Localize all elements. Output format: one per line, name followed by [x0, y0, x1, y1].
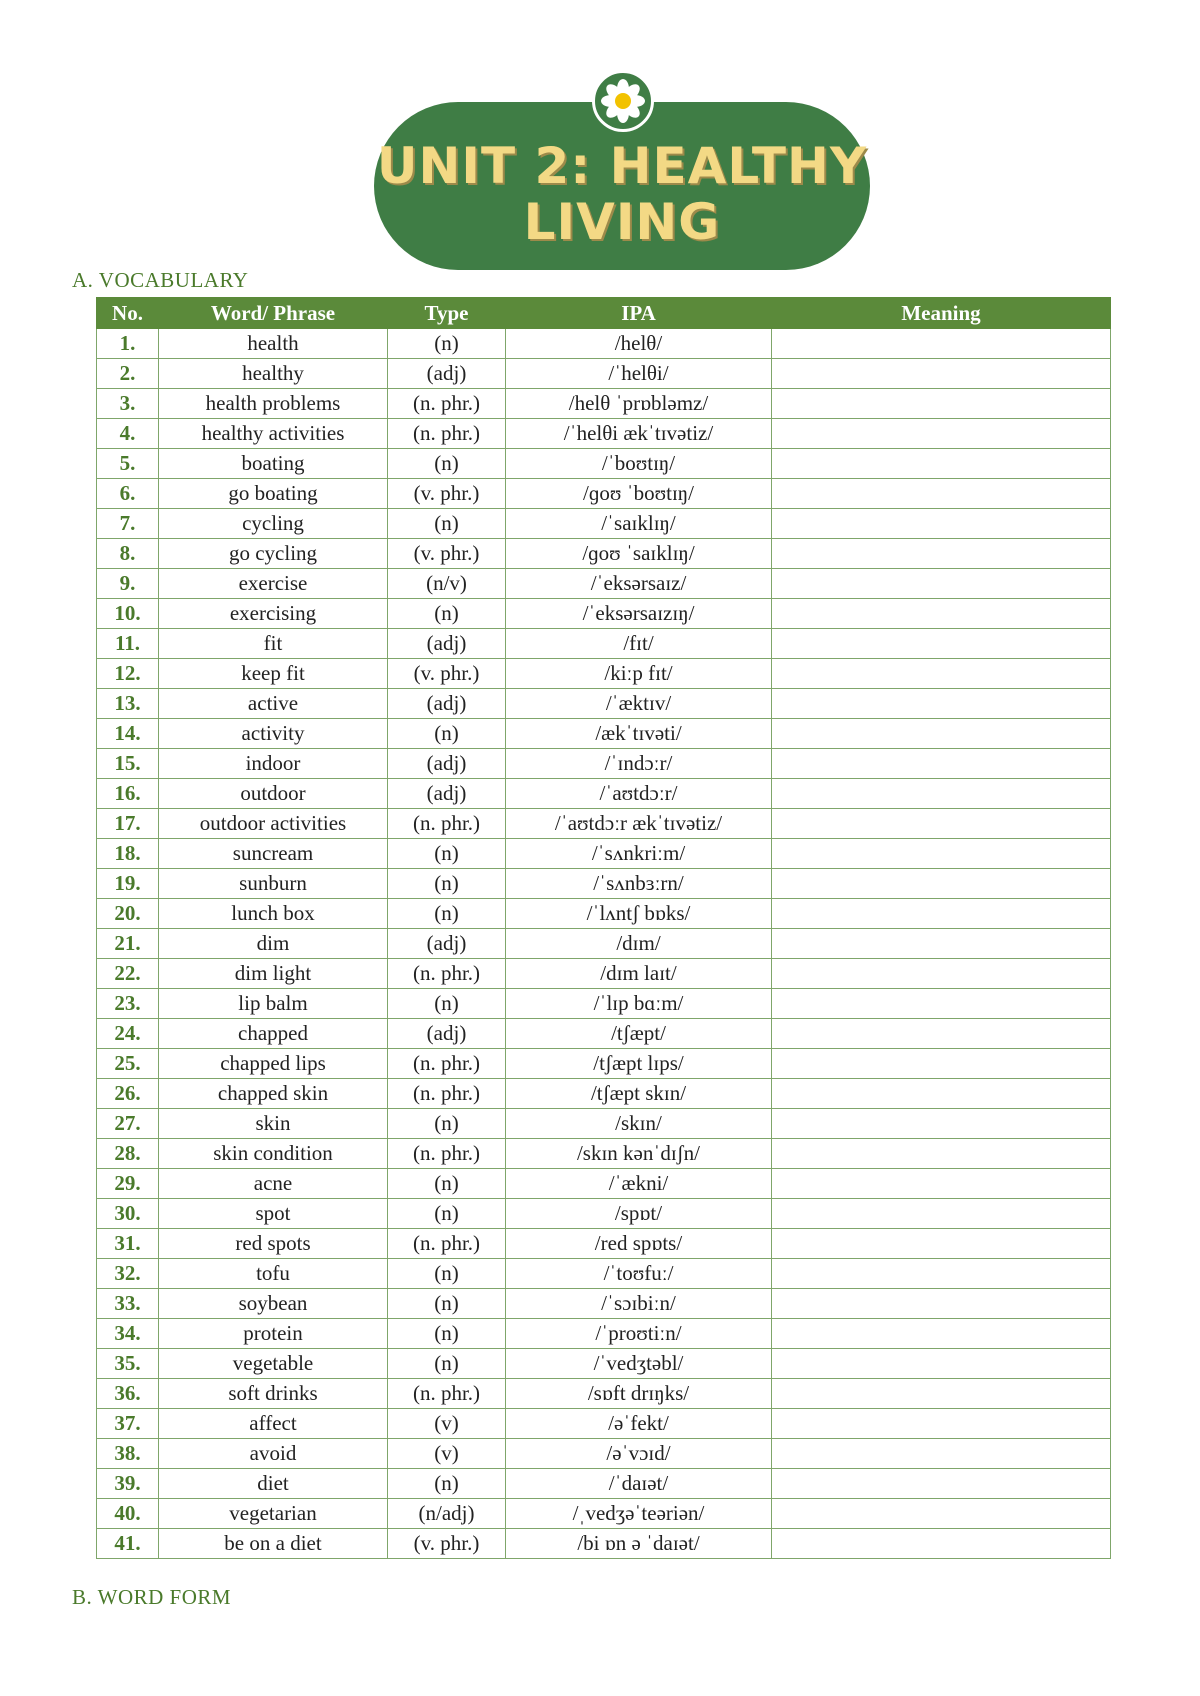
- cell-meaning: [772, 719, 1111, 749]
- cell-meaning: [772, 689, 1111, 719]
- cell-word: go cycling: [159, 539, 388, 569]
- cell-meaning: [772, 1259, 1111, 1289]
- cell-ipa: /ˈsʌnkriːm/: [506, 839, 772, 869]
- cell-word: healthy activities: [159, 419, 388, 449]
- table-row: [97, 569, 1111, 599]
- cell-word: acne: [159, 1169, 388, 1199]
- table-row: [97, 1079, 1111, 1109]
- cell-type: (n): [388, 1319, 506, 1349]
- cell-word: protein: [159, 1319, 388, 1349]
- flower-icon: [592, 70, 654, 132]
- cell-no: 30.: [97, 1199, 159, 1229]
- cell-meaning: [772, 509, 1111, 539]
- table-row: [97, 1529, 1111, 1559]
- cell-word: avoid: [159, 1439, 388, 1469]
- cell-meaning: [772, 989, 1111, 1019]
- table-row: [97, 509, 1111, 539]
- cell-word: indoor: [159, 749, 388, 779]
- table-row: [97, 1229, 1111, 1259]
- cell-ipa: /ˈsɔɪbiːn/: [506, 1289, 772, 1319]
- cell-ipa: /ˈhelθi/: [506, 359, 772, 389]
- table-row: [97, 359, 1111, 389]
- cell-type: (n): [388, 869, 506, 899]
- cell-ipa: /kiːp fɪt/: [506, 659, 772, 689]
- cell-meaning: [772, 809, 1111, 839]
- cell-no: 23.: [97, 989, 159, 1019]
- cell-no: 41.: [97, 1529, 159, 1559]
- cell-word: chapped lips: [159, 1049, 388, 1079]
- section-vocabulary-heading: A. VOCABULARY: [72, 268, 249, 292]
- cell-meaning: [772, 659, 1111, 689]
- cell-word: boating: [159, 449, 388, 479]
- table-row: [97, 1019, 1111, 1049]
- cell-word: affect: [159, 1409, 388, 1439]
- cell-no: 28.: [97, 1139, 159, 1169]
- cell-no: 6.: [97, 479, 159, 509]
- cell-no: 20.: [97, 899, 159, 929]
- cell-no: 24.: [97, 1019, 159, 1049]
- cell-word: spot: [159, 1199, 388, 1229]
- cell-meaning: [772, 1349, 1111, 1379]
- cell-meaning: [772, 389, 1111, 419]
- cell-ipa: /ˈækni/: [506, 1169, 772, 1199]
- cell-ipa: /skɪn/: [506, 1109, 772, 1139]
- cell-type: (n): [388, 719, 506, 749]
- cell-word: exercising: [159, 599, 388, 629]
- cell-no: 32.: [97, 1259, 159, 1289]
- cell-ipa: /ˈɪndɔːr/: [506, 749, 772, 779]
- cell-type: (n): [388, 1469, 506, 1499]
- cell-type: (n): [388, 989, 506, 1019]
- cell-ipa: /tʃæpt/: [506, 1019, 772, 1049]
- cell-type: (v. phr.): [388, 1529, 506, 1559]
- cell-word: vegetable: [159, 1349, 388, 1379]
- cell-word: chapped: [159, 1019, 388, 1049]
- cell-meaning: [772, 1499, 1111, 1529]
- cell-ipa: /ˈsaɪklɪŋ/: [506, 509, 772, 539]
- cell-word: lunch box: [159, 899, 388, 929]
- cell-type: (n/v): [388, 569, 506, 599]
- cell-meaning: [772, 539, 1111, 569]
- cell-ipa: /bi ɒn ə ˈdaɪət/: [506, 1529, 772, 1559]
- cell-meaning: [772, 839, 1111, 869]
- vocabulary-table: [96, 297, 1111, 1559]
- cell-no: 8.: [97, 539, 159, 569]
- cell-meaning: [772, 1289, 1111, 1319]
- cell-word: skin condition: [159, 1139, 388, 1169]
- unit-title-line-2: LIVING: [523, 193, 721, 251]
- cell-ipa: /ˈdaɪət/: [506, 1469, 772, 1499]
- cell-word: lip balm: [159, 989, 388, 1019]
- cell-word: sunburn: [159, 869, 388, 899]
- table-row: [97, 539, 1111, 569]
- cell-type: (adj): [388, 629, 506, 659]
- table-row: [97, 869, 1111, 899]
- cell-ipa: /ˈlɪp bɑːm/: [506, 989, 772, 1019]
- table-row: [97, 1409, 1111, 1439]
- cell-no: 11.: [97, 629, 159, 659]
- cell-type: (n. phr.): [388, 1079, 506, 1109]
- cell-meaning: [772, 1529, 1111, 1559]
- cell-type: (n): [388, 1169, 506, 1199]
- table-body: [97, 329, 1111, 1559]
- unit-title: [374, 138, 870, 250]
- cell-word: chapped skin: [159, 1079, 388, 1109]
- cell-no: 1.: [97, 329, 159, 359]
- cell-word: healthy: [159, 359, 388, 389]
- cell-ipa: /ɡoʊ ˈboʊtɪŋ/: [506, 479, 772, 509]
- cell-ipa: /helθ ˈprɒbləmz/: [506, 389, 772, 419]
- cell-word: dim: [159, 929, 388, 959]
- table-row: [97, 779, 1111, 809]
- cell-meaning: [772, 749, 1111, 779]
- cell-meaning: [772, 1109, 1111, 1139]
- cell-type: (adj): [388, 1019, 506, 1049]
- cell-type: (v): [388, 1439, 506, 1469]
- cell-type: (adj): [388, 689, 506, 719]
- table-row: [97, 449, 1111, 479]
- table-row: [97, 1289, 1111, 1319]
- table-row: [97, 929, 1111, 959]
- cell-meaning: [772, 1439, 1111, 1469]
- cell-word: fit: [159, 629, 388, 659]
- cell-word: cycling: [159, 509, 388, 539]
- table-row: [97, 689, 1111, 719]
- cell-ipa: /ˈeksərsaɪz/: [506, 569, 772, 599]
- cell-ipa: /fɪt/: [506, 629, 772, 659]
- cell-word: red spots: [159, 1229, 388, 1259]
- cell-word: outdoor: [159, 779, 388, 809]
- cell-type: (n. phr.): [388, 419, 506, 449]
- cell-no: 12.: [97, 659, 159, 689]
- table-row: [97, 839, 1111, 869]
- cell-type: (n): [388, 1289, 506, 1319]
- cell-meaning: [772, 1079, 1111, 1109]
- table-row: [97, 1139, 1111, 1169]
- header-meaning: Meaning: [772, 298, 1111, 329]
- cell-word: be on a diet: [159, 1529, 388, 1559]
- cell-no: 10.: [97, 599, 159, 629]
- table-row: [97, 809, 1111, 839]
- table-row: [97, 899, 1111, 929]
- table-row: [97, 1049, 1111, 1079]
- cell-type: (v. phr.): [388, 479, 506, 509]
- cell-word: active: [159, 689, 388, 719]
- cell-meaning: [772, 1229, 1111, 1259]
- unit-title-line-1: UNIT 2: HEALTHY: [376, 137, 868, 195]
- table-row: [97, 959, 1111, 989]
- cell-word: exercise: [159, 569, 388, 599]
- cell-meaning: [772, 869, 1111, 899]
- cell-ipa: /skɪn kənˈdɪʃn/: [506, 1139, 772, 1169]
- cell-no: 3.: [97, 389, 159, 419]
- cell-type: (n. phr.): [388, 389, 506, 419]
- header-type: Type: [388, 298, 506, 329]
- cell-type: (n): [388, 509, 506, 539]
- cell-no: 4.: [97, 419, 159, 449]
- cell-ipa: /əˈvɔɪd/: [506, 1439, 772, 1469]
- cell-type: (n): [388, 899, 506, 929]
- cell-type: (n/adj): [388, 1499, 506, 1529]
- cell-no: 40.: [97, 1499, 159, 1529]
- cell-ipa: /əˈfekt/: [506, 1409, 772, 1439]
- cell-type: (n. phr.): [388, 959, 506, 989]
- cell-meaning: [772, 569, 1111, 599]
- cell-meaning: [772, 599, 1111, 629]
- cell-type: (n. phr.): [388, 1049, 506, 1079]
- table-row: [97, 1469, 1111, 1499]
- cell-no: 21.: [97, 929, 159, 959]
- cell-type: (n): [388, 599, 506, 629]
- table-row: [97, 419, 1111, 449]
- cell-ipa: /dɪm/: [506, 929, 772, 959]
- table-row: [97, 1199, 1111, 1229]
- table-row: [97, 659, 1111, 689]
- cell-ipa: /ˈæktɪv/: [506, 689, 772, 719]
- unit-title-banner: [374, 100, 870, 270]
- cell-meaning: [772, 629, 1111, 659]
- cell-ipa: /spɒt/: [506, 1199, 772, 1229]
- cell-word: outdoor activities: [159, 809, 388, 839]
- cell-no: 5.: [97, 449, 159, 479]
- cell-meaning: [772, 929, 1111, 959]
- cell-meaning: [772, 359, 1111, 389]
- table-row: [97, 629, 1111, 659]
- cell-no: 15.: [97, 749, 159, 779]
- header-word: Word/ Phrase: [159, 298, 388, 329]
- cell-no: 34.: [97, 1319, 159, 1349]
- table-row: [97, 599, 1111, 629]
- cell-no: 9.: [97, 569, 159, 599]
- cell-meaning: [772, 1169, 1111, 1199]
- cell-no: 27.: [97, 1109, 159, 1139]
- cell-ipa: /ˈsʌnbɜːrn/: [506, 869, 772, 899]
- cell-type: (n): [388, 839, 506, 869]
- cell-meaning: [772, 1379, 1111, 1409]
- cell-no: 25.: [97, 1049, 159, 1079]
- cell-no: 35.: [97, 1349, 159, 1379]
- cell-type: (adj): [388, 779, 506, 809]
- cell-type: (n. phr.): [388, 1139, 506, 1169]
- cell-meaning: [772, 1199, 1111, 1229]
- cell-meaning: [772, 1409, 1111, 1439]
- table-row: [97, 1379, 1111, 1409]
- cell-no: 22.: [97, 959, 159, 989]
- section-word-form-heading: B. WORD FORM: [72, 1585, 232, 1609]
- cell-meaning: [772, 959, 1111, 989]
- cell-ipa: /tʃæpt lɪps/: [506, 1049, 772, 1079]
- cell-ipa: /ˈaʊtdɔːr/: [506, 779, 772, 809]
- cell-meaning: [772, 1019, 1111, 1049]
- cell-ipa: /ækˈtɪvəti/: [506, 719, 772, 749]
- cell-ipa: /ˈlʌntʃ bɒks/: [506, 899, 772, 929]
- cell-no: 38.: [97, 1439, 159, 1469]
- header-ipa: IPA: [506, 298, 772, 329]
- cell-type: (n. phr.): [388, 1229, 506, 1259]
- cell-ipa: /ˈaʊtdɔːr ækˈtɪvətiz/: [506, 809, 772, 839]
- cell-ipa: /ˈvedʒtəbl/: [506, 1349, 772, 1379]
- cell-meaning: [772, 419, 1111, 449]
- cell-no: 36.: [97, 1379, 159, 1409]
- table-row: [97, 1349, 1111, 1379]
- table-header-row: [97, 298, 1111, 329]
- cell-type: (n): [388, 329, 506, 359]
- cell-no: 7.: [97, 509, 159, 539]
- cell-word: dim light: [159, 959, 388, 989]
- cell-type: (n. phr.): [388, 809, 506, 839]
- table-row: [97, 1319, 1111, 1349]
- cell-meaning: [772, 1319, 1111, 1349]
- cell-no: 26.: [97, 1079, 159, 1109]
- table-row: [97, 389, 1111, 419]
- cell-word: keep fit: [159, 659, 388, 689]
- cell-ipa: /ɡoʊ ˈsaɪklɪŋ/: [506, 539, 772, 569]
- cell-no: 17.: [97, 809, 159, 839]
- cell-no: 31.: [97, 1229, 159, 1259]
- cell-word: diet: [159, 1469, 388, 1499]
- cell-word: skin: [159, 1109, 388, 1139]
- table-row: [97, 1499, 1111, 1529]
- cell-word: soft drinks: [159, 1379, 388, 1409]
- cell-meaning: [772, 899, 1111, 929]
- cell-ipa: /sɒft drɪŋks/: [506, 1379, 772, 1409]
- cell-ipa: /ˌvedʒəˈteəriən/: [506, 1499, 772, 1529]
- table-row: [97, 479, 1111, 509]
- cell-type: (n): [388, 1199, 506, 1229]
- cell-ipa: /ˈeksərsaɪzɪŋ/: [506, 599, 772, 629]
- cell-word: soybean: [159, 1289, 388, 1319]
- cell-ipa: /ˈtoʊfuː/: [506, 1259, 772, 1289]
- cell-ipa: /tʃæpt skɪn/: [506, 1079, 772, 1109]
- cell-type: (n. phr.): [388, 1379, 506, 1409]
- table-row: [97, 1439, 1111, 1469]
- cell-word: health: [159, 329, 388, 359]
- cell-meaning: [772, 329, 1111, 359]
- header-no: No.: [97, 298, 159, 329]
- cell-no: 18.: [97, 839, 159, 869]
- cell-type: (n): [388, 1259, 506, 1289]
- cell-type: (adj): [388, 749, 506, 779]
- cell-meaning: [772, 779, 1111, 809]
- cell-ipa: /dɪm laɪt/: [506, 959, 772, 989]
- table-row: [97, 1259, 1111, 1289]
- cell-word: health problems: [159, 389, 388, 419]
- cell-type: (n): [388, 1349, 506, 1379]
- table-row: [97, 749, 1111, 779]
- cell-type: (adj): [388, 359, 506, 389]
- table-row: [97, 719, 1111, 749]
- cell-word: vegetarian: [159, 1499, 388, 1529]
- cell-ipa: /red spɒts/: [506, 1229, 772, 1259]
- cell-meaning: [772, 479, 1111, 509]
- cell-no: 13.: [97, 689, 159, 719]
- cell-no: 33.: [97, 1289, 159, 1319]
- cell-no: 2.: [97, 359, 159, 389]
- cell-meaning: [772, 1049, 1111, 1079]
- cell-no: 29.: [97, 1169, 159, 1199]
- cell-no: 14.: [97, 719, 159, 749]
- cell-word: activity: [159, 719, 388, 749]
- cell-type: (v): [388, 1409, 506, 1439]
- cell-no: 37.: [97, 1409, 159, 1439]
- cell-type: (n): [388, 449, 506, 479]
- cell-no: 16.: [97, 779, 159, 809]
- cell-word: go boating: [159, 479, 388, 509]
- table-row: [97, 329, 1111, 359]
- cell-ipa: /ˈhelθi ækˈtɪvətiz/: [506, 419, 772, 449]
- cell-ipa: /ˈproʊtiːn/: [506, 1319, 772, 1349]
- cell-meaning: [772, 449, 1111, 479]
- cell-no: 19.: [97, 869, 159, 899]
- cell-no: 39.: [97, 1469, 159, 1499]
- cell-type: (n): [388, 1109, 506, 1139]
- cell-type: (adj): [388, 929, 506, 959]
- cell-word: tofu: [159, 1259, 388, 1289]
- cell-word: suncream: [159, 839, 388, 869]
- cell-type: (v. phr.): [388, 659, 506, 689]
- table-row: [97, 1169, 1111, 1199]
- cell-ipa: /helθ/: [506, 329, 772, 359]
- table-row: [97, 1109, 1111, 1139]
- cell-meaning: [772, 1469, 1111, 1499]
- cell-type: (v. phr.): [388, 539, 506, 569]
- cell-meaning: [772, 1139, 1111, 1169]
- cell-ipa: /ˈboʊtɪŋ/: [506, 449, 772, 479]
- table-row: [97, 989, 1111, 1019]
